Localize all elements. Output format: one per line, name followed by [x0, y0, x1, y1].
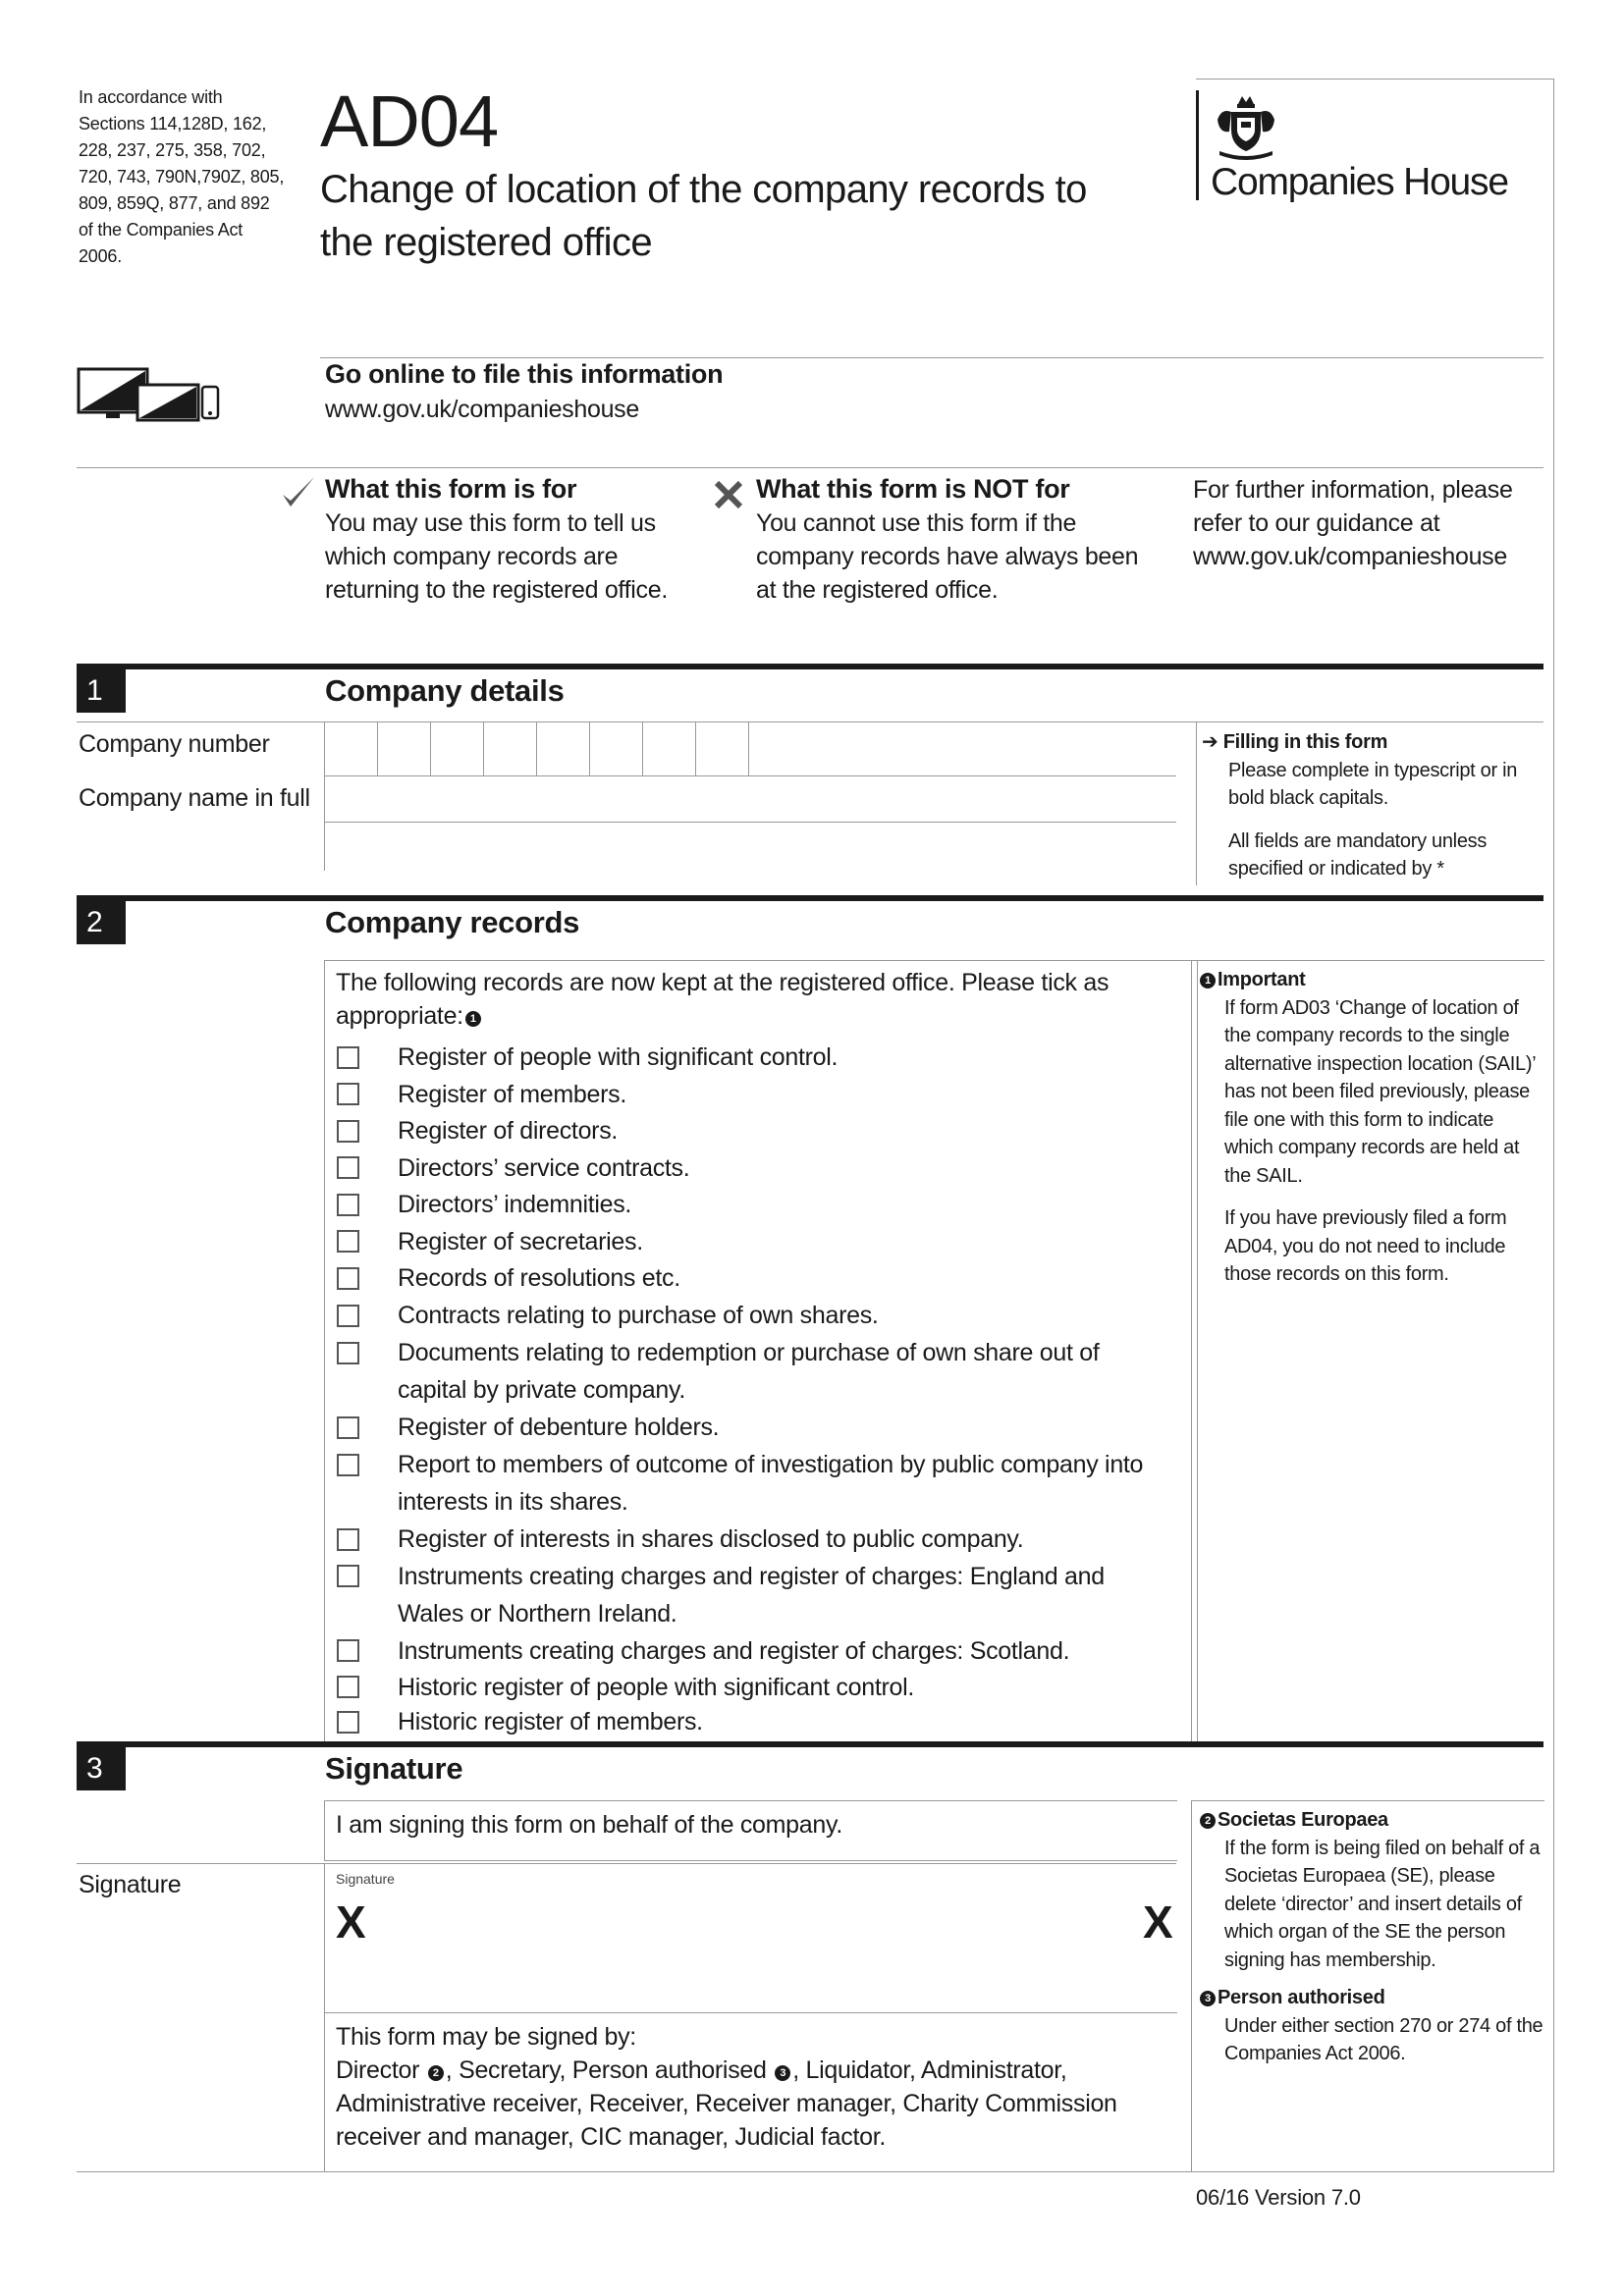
record-own-shares: Contracts relating to purchase of own shares. — [398, 1302, 879, 1329]
section-2-rule — [77, 895, 1543, 901]
record-resolutions: Records of resolutions etc. — [398, 1264, 680, 1292]
company-number-field[interactable] — [324, 722, 748, 775]
section-1-title: Company details — [325, 673, 565, 708]
page-frame-top — [1196, 79, 1554, 80]
record-interests: Register of interests in shares disclosed to public company. — [398, 1525, 1024, 1553]
record-investigation: Report to members of outcome of investigation by public company into interests in its shares. — [398, 1451, 1144, 1516]
signers-part-1: Director — [336, 2056, 420, 2084]
cross-icon — [713, 479, 744, 515]
note-marker-1: 1 — [465, 1011, 481, 1027]
checkbox-secretaries[interactable] — [337, 1230, 359, 1253]
record-members: Register of members. — [398, 1081, 626, 1108]
record-directors: Register of directors. — [398, 1117, 619, 1145]
record-secretaries: Register of secretaries. — [398, 1228, 643, 1255]
record-redemption: Documents relating to redemption or purchase of own share out of capital by private company. — [398, 1339, 1100, 1404]
filling-note — [1202, 728, 1545, 883]
section-3-rule — [77, 1741, 1543, 1747]
record-historic-psc: Historic register of people with significant control. — [398, 1674, 915, 1701]
records-intro — [336, 966, 1180, 1033]
note-marker-2: 2 — [428, 2065, 444, 2081]
checkbox-resolutions[interactable] — [337, 1267, 359, 1290]
checkbox-debenture[interactable] — [337, 1416, 359, 1439]
checkbox-historic-members[interactable] — [337, 1711, 359, 1734]
company-name-field[interactable] — [324, 776, 1176, 871]
check-icon — [281, 475, 316, 515]
form-code: AD04 — [320, 80, 499, 162]
section-1-rule — [77, 664, 1543, 669]
signature-box-label: Signature — [336, 1871, 395, 1887]
section-2-number: 2 — [77, 901, 126, 944]
online-heading: Go online to file this information — [325, 359, 724, 389]
note-marker-1: 1 — [1200, 973, 1216, 988]
signature-notes — [1198, 1806, 1543, 2068]
legal-basis: In accordance with Sections 114,128D, 162, 228, 237, 275, 358, 702, 720, 743, 790N,790Z, 805, 809, 859Q, 877, and 892 of the Companies Act 2006. — [79, 87, 285, 266]
checkbox-psc[interactable] — [337, 1046, 359, 1069]
pa-note-text: Under either section 270 or 274 of the Companies Act 2006. — [1224, 2014, 1543, 2064]
companies-house-logo: Companies House — [1211, 161, 1508, 203]
online-url[interactable]: www.gov.uk/companieshouse — [325, 396, 639, 423]
filling-note-mandatory: All fields are mandatory unless specified or indicated by * — [1228, 829, 1488, 880]
checkbox-charges-ew[interactable] — [337, 1565, 359, 1587]
note-marker-2: 2 — [1200, 1813, 1216, 1829]
arrow-right-icon: ➔ — [1202, 731, 1218, 753]
checkbox-historic-psc[interactable] — [337, 1676, 359, 1698]
not-for-title: What this form is NOT for — [756, 474, 1070, 504]
filling-note-text: Please complete in typescript or in bold black capitals. — [1228, 759, 1518, 809]
record-debenture: Register of debenture holders. — [398, 1414, 720, 1441]
section-3-title: Signature — [325, 1751, 463, 1786]
checkbox-indemnities[interactable] — [337, 1194, 359, 1216]
company-number-label: Company number — [79, 730, 270, 758]
important-note-text-2: If you have previously filed a form AD04, you do not need to include those records on this form. — [1224, 1207, 1507, 1285]
signers-text — [336, 2020, 1190, 2154]
checkbox-redemption[interactable] — [337, 1342, 359, 1364]
record-indemnities: Directors’ indemnities. — [398, 1191, 632, 1218]
section-3-number: 3 — [77, 1747, 126, 1790]
sign-start-x-icon: X — [336, 1896, 366, 1948]
checkbox-interests[interactable] — [337, 1528, 359, 1551]
not-for-text: You cannot use this form if the company records have always been at the registered office. — [756, 509, 1139, 604]
is-for-title: What this form is for — [325, 474, 577, 504]
checkbox-service-contracts[interactable] — [337, 1156, 359, 1179]
page-frame-bottom — [77, 2171, 1554, 2172]
records-intro-text: The following records are now kept at the registered office. Please tick as appropriate: — [336, 969, 1110, 1030]
record-charges-ew: Instruments creating charges and register of charges: England and Wales or Northern Ireland. — [398, 1563, 1105, 1628]
record-psc: Register of people with significant control. — [398, 1043, 839, 1071]
checkbox-charges-scotland[interactable] — [337, 1639, 359, 1662]
note-marker-3: 3 — [1200, 1991, 1216, 2006]
record-charges-scotland: Instruments creating charges and register of charges: Scotland. — [398, 1637, 1070, 1665]
checkbox-directors[interactable] — [337, 1120, 359, 1143]
behalf-text: I am signing this form on behalf of the company. — [336, 1811, 842, 1839]
note-column-rule — [1196, 722, 1197, 885]
note-marker-3: 3 — [775, 2065, 790, 2081]
se-note-text: If the form is being filed on behalf of a Societas Europaea (SE), please delete ‘director’ and insert details of which organ of the SE the person signing has membership. — [1224, 1837, 1541, 1971]
signature-label: Signature — [79, 1871, 182, 1898]
record-historic-members: Historic register of members. — [398, 1708, 703, 1735]
record-service-contracts: Directors’ service contracts. — [398, 1154, 690, 1182]
signature-box[interactable] — [324, 1863, 1177, 2013]
version-footer: 06/16 Version 7.0 — [1196, 2185, 1361, 2210]
company-name-label: Company name in full — [79, 784, 310, 812]
filling-note-title: Filling in this form — [1222, 731, 1388, 753]
important-note — [1198, 966, 1543, 1289]
signers-part-3: , Liquidator, Administrator, Administrative receiver, Receiver, Receiver manager, Charity Commission receiver and manager, CIC manager, Judicial factor. — [336, 2056, 1117, 2151]
pa-note-title: Person authorised — [1218, 1987, 1385, 2008]
is-for-text: You may use this form to tell us which company records are returning to the registered office. — [325, 509, 668, 604]
signers-part-2: , Secretary, Person authorised — [445, 2056, 767, 2084]
checkbox-members[interactable] — [337, 1083, 359, 1105]
form-title: Change of location of the company records to the registered office — [320, 168, 1087, 264]
divider — [77, 467, 1543, 468]
section-2-title: Company records — [325, 905, 580, 939]
page-frame-right — [1553, 79, 1554, 2171]
important-note-title: Important — [1218, 969, 1306, 990]
important-note-text: If form AD03 ‘Change of location of the company records to the single alternative inspection location (SAIL)’ has not been filed previously, please file one with this form to indicate which company records are held at the SAIL. — [1224, 996, 1536, 1187]
logo-divider — [1196, 90, 1199, 200]
royal-crest-icon — [1212, 90, 1280, 161]
signers-intro: This form may be signed by: — [336, 2023, 636, 2051]
checkbox-own-shares[interactable] — [337, 1305, 359, 1327]
sign-end-x-icon: X — [1143, 1896, 1173, 1948]
section-1-number: 1 — [77, 669, 126, 713]
divider — [77, 721, 1543, 722]
devices-icon — [77, 361, 222, 422]
se-note-title: Societas Europaea — [1218, 1809, 1388, 1831]
checkbox-investigation[interactable] — [337, 1454, 359, 1476]
divider — [320, 357, 1543, 358]
further-info-text: For further information, please refer to our guidance at www.gov.uk/companieshouse — [1193, 476, 1513, 570]
